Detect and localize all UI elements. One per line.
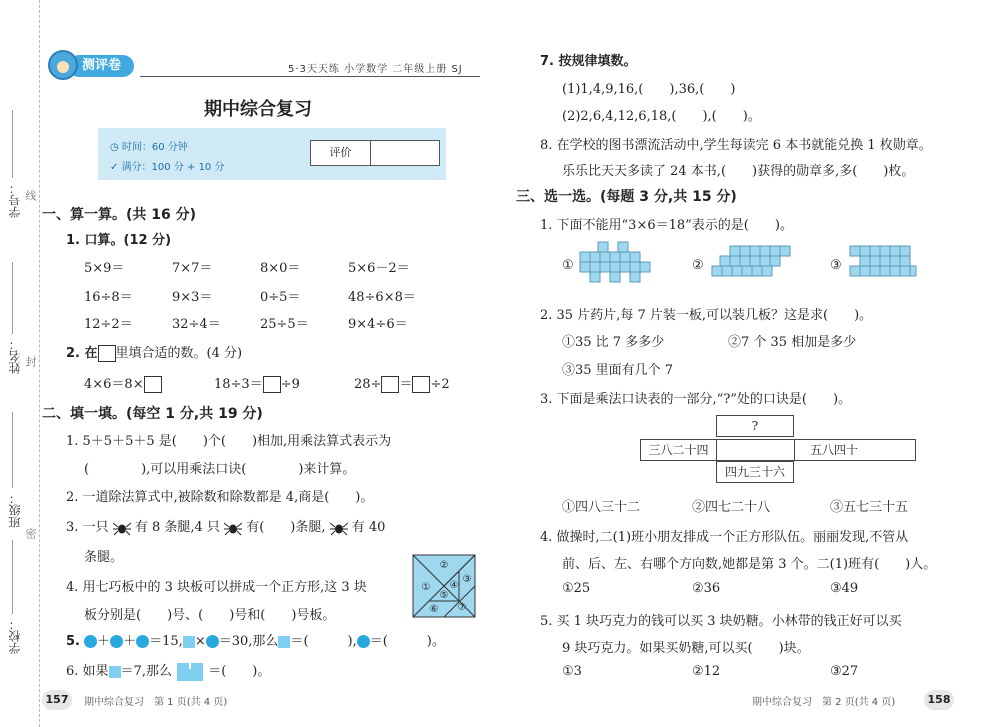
evaluation-box[interactable] <box>310 140 440 166</box>
q3-4-line1: 4. 做操时,二(1)班小朋友排成一个正方形队伍。丽丽发现,不管从 <box>540 530 909 545</box>
q3-5-option-1[interactable]: ①3 <box>562 664 582 679</box>
q1-2-label: 2. 在 里填合适的数。(4 分) <box>66 346 243 361</box>
spider-icon <box>330 520 348 536</box>
q3-3-option-2[interactable]: ②四七二十八 <box>692 500 771 515</box>
grid-figure-1 <box>578 240 668 286</box>
answer-box[interactable] <box>412 376 430 393</box>
clock-icon: ◷ <box>110 142 122 153</box>
class-label: 班级： <box>8 492 22 528</box>
tangram-piece-7: ⑦ <box>457 602 467 613</box>
q3-2-option-3[interactable]: ③35 里面有几个 7 <box>562 363 674 378</box>
tangram-piece-4: ④ <box>449 580 459 591</box>
oral-calc-item: 5×6－2＝ <box>348 261 410 276</box>
footer-left-text: 期中综合复习 第 1 页(共 4 页) <box>84 697 228 708</box>
square-symbol-icon <box>109 666 121 678</box>
mult-cell-blank <box>717 440 795 460</box>
q2-8-line2: 乐乐比天天多读了 24 本书,( )获得的勋章多,多( )枚。 <box>562 164 915 179</box>
spider-icon <box>113 520 131 536</box>
page-number-left: 157 <box>42 690 72 710</box>
q2-3-line1: 3. 一只 有 8 条腿,4 只 有( )条腿, 有 40 <box>66 520 386 535</box>
q2-4-line1: 4. 用七巧板中的 3 块板可以拼成一个正方形,这 3 块 <box>66 580 367 595</box>
q2-2: 2. 一道除法算式中,被除数和除数都是 4,商是( )。 <box>66 490 374 505</box>
page-number-right: 158 <box>924 690 954 710</box>
class-line <box>12 412 13 488</box>
name-label: 姓名： <box>8 338 22 374</box>
student-id-line <box>12 110 13 178</box>
q1-2-expr1: 4×6＝8× <box>84 373 162 393</box>
page-title: 期中综合复习 <box>204 99 312 120</box>
circle-symbol-icon <box>136 635 149 648</box>
grid-figure-2 <box>710 244 800 284</box>
q3-5-option-2[interactable]: ②12 <box>692 664 721 679</box>
answer-box[interactable] <box>144 376 162 393</box>
q2-6: 6. 如果 ＝7,那么 ＝( )。 <box>66 660 270 682</box>
school-line <box>12 540 13 614</box>
oral-calc-item: 0÷5＝ <box>260 290 301 305</box>
oral-calc-item: 48÷6×8＝ <box>348 290 416 305</box>
q2-1-line2: ( ),可以用乘法口诀( )来计算。 <box>84 462 356 477</box>
answer-box[interactable] <box>263 376 281 393</box>
time-info: ◷ 时间：60 分钟 <box>110 142 188 153</box>
answer-box[interactable] <box>381 376 399 393</box>
grid-figure-3 <box>848 244 918 284</box>
q3-4-option-1[interactable]: ①25 <box>562 581 591 596</box>
oral-calc-item: 7×7＝ <box>172 261 213 276</box>
spider-icon <box>224 520 242 536</box>
test-badge-logo <box>48 50 138 80</box>
circle-symbol-icon <box>110 635 123 648</box>
q3-4-option-2[interactable]: ②36 <box>692 581 721 596</box>
student-id-label: 学号： <box>8 182 22 218</box>
binding-margin <box>0 0 40 727</box>
q2-8-line1: 8. 在学校的图书漂流活动中,学生每读完 6 本书就能兑换 1 枚勋章。 <box>540 138 932 153</box>
circle-symbol-icon <box>84 635 97 648</box>
q2-1-line1: 1. 5＋5＋5＋5 是( )个( )相加,用乘法算式表示为 <box>66 434 392 449</box>
q3-2-label: 2. 35 片药片,每 7 片装一板,可以装几板？这是求( )。 <box>540 308 873 323</box>
tangram-piece-3: ③ <box>462 574 472 585</box>
mascot-icon <box>48 50 78 80</box>
footer-right-text: 期中综合复习 第 2 页(共 4 页) <box>752 697 896 708</box>
cut-mark-secret: 密 <box>24 528 37 539</box>
q3-4-line2: 前、后、左、右哪个方向数,她都是第 3 个。二(1)班有( )人。 <box>562 557 937 572</box>
q2-5: 5. ＋ ＋ ＝15, × ＝30,那么 ＝( ), ＝( )。 <box>66 634 445 649</box>
q3-1-option-1[interactable]: ① <box>562 258 574 273</box>
tangram-piece-5: ⑤ <box>439 590 449 601</box>
q3-2-option-2[interactable]: ②7 个 35 相加是多少 <box>728 335 857 350</box>
mult-cell-question: ? <box>716 415 794 437</box>
q1-2-expr3: 28÷ ＝ ÷2 <box>354 377 450 392</box>
score-info: ✓ 满分：100 分 + 10 分 <box>110 162 225 173</box>
circle-symbol-icon <box>357 635 370 648</box>
square-symbol-icon <box>183 636 195 648</box>
q3-1-option-3[interactable]: ③ <box>830 258 842 273</box>
q1-2-expr2: 18÷3＝ ÷9 <box>214 377 300 392</box>
name-line <box>12 262 13 334</box>
oral-calc-item: 8×0＝ <box>260 261 301 276</box>
q2-7-line1: (1)1,4,9,16,( ),36,( ) <box>562 82 736 97</box>
q3-1-option-2[interactable]: ② <box>692 258 704 273</box>
section-2-heading: 二、填一填。(每空 1 分,共 19 分) <box>42 406 263 422</box>
q3-5-option-3[interactable]: ③27 <box>830 664 859 679</box>
cut-mark-line: 线 <box>24 190 37 201</box>
series-header: 5·3天天练 小学数学 二年级上册 SJ <box>288 64 463 75</box>
q3-5-line2: 9 块巧克力。如果买奶糖,可以买( )块。 <box>562 641 810 656</box>
section-3-heading: 三、选一选。(每题 3 分,共 15 分) <box>516 189 737 205</box>
mult-row-middle <box>640 439 916 461</box>
step-squares-icon <box>176 662 204 682</box>
q3-3-label: 3. 下面是乘法口诀表的一部分,“?”处的口诀是( )。 <box>540 392 852 407</box>
q2-3-line2: 条腿。 <box>84 550 124 565</box>
square-symbol-icon <box>278 636 290 648</box>
q2-7-label: 7. 按规律填数。 <box>540 54 637 69</box>
q3-4-option-3[interactable]: ③49 <box>830 581 859 596</box>
q2-4-line2: 板分别是( )号、( )号和( )号板。 <box>84 608 336 623</box>
info-box <box>98 128 446 180</box>
q2-7-line2: (2)2,6,4,12,6,18,( ),( )。 <box>562 109 761 124</box>
q3-1-label: 1. 下面不能用“3×6＝18”表示的是( )。 <box>540 218 793 233</box>
header-rule <box>140 76 480 77</box>
oral-calc-item: 9×4÷6＝ <box>348 317 408 332</box>
q3-5-line1: 5. 买 1 块巧克力的钱可以买 3 块奶糖。小林带的钱正好可以买 <box>540 614 902 629</box>
circle-symbol-icon <box>206 635 219 648</box>
evaluation-label: 评价 <box>311 141 371 165</box>
tangram-piece-1: ① <box>421 582 431 593</box>
check-icon: ✓ <box>110 162 122 173</box>
section-1-heading: 一、算一算。(共 16 分) <box>42 207 197 223</box>
q1-1-label: 1. 口算。(12 分) <box>66 233 172 248</box>
oral-calc-item: 9×3＝ <box>172 290 213 305</box>
test-badge-label: 测评卷 <box>68 55 134 77</box>
fill-box-icon <box>98 345 116 362</box>
mult-cell-bottom: 四九三十六 <box>716 461 794 483</box>
q3-3-option-1[interactable]: ①四八三十二 <box>562 500 641 515</box>
q3-3-option-3[interactable]: ③五七三十五 <box>830 500 909 515</box>
left-page <box>42 0 488 727</box>
oral-calc-item: 5×9＝ <box>84 261 125 276</box>
right-page <box>512 0 992 727</box>
q3-2-option-1[interactable]: ①35 比 7 多多少 <box>562 335 665 350</box>
mult-cell-right: 五八四十 <box>809 443 858 457</box>
mult-cell-left: 三八二十四 <box>641 440 717 460</box>
tangram-piece-6: ⑥ <box>429 604 439 615</box>
tangram-figure <box>412 554 476 618</box>
cut-mark-seal: 封 <box>24 356 37 367</box>
tangram-piece-2: ② <box>439 560 449 571</box>
oral-calc-item: 32÷4＝ <box>172 317 221 332</box>
school-label: 学校： <box>8 618 22 654</box>
oral-calc-item: 12÷2＝ <box>84 317 133 332</box>
oral-calc-item: 25÷5＝ <box>260 317 309 332</box>
oral-calc-item: 16÷8＝ <box>84 290 133 305</box>
